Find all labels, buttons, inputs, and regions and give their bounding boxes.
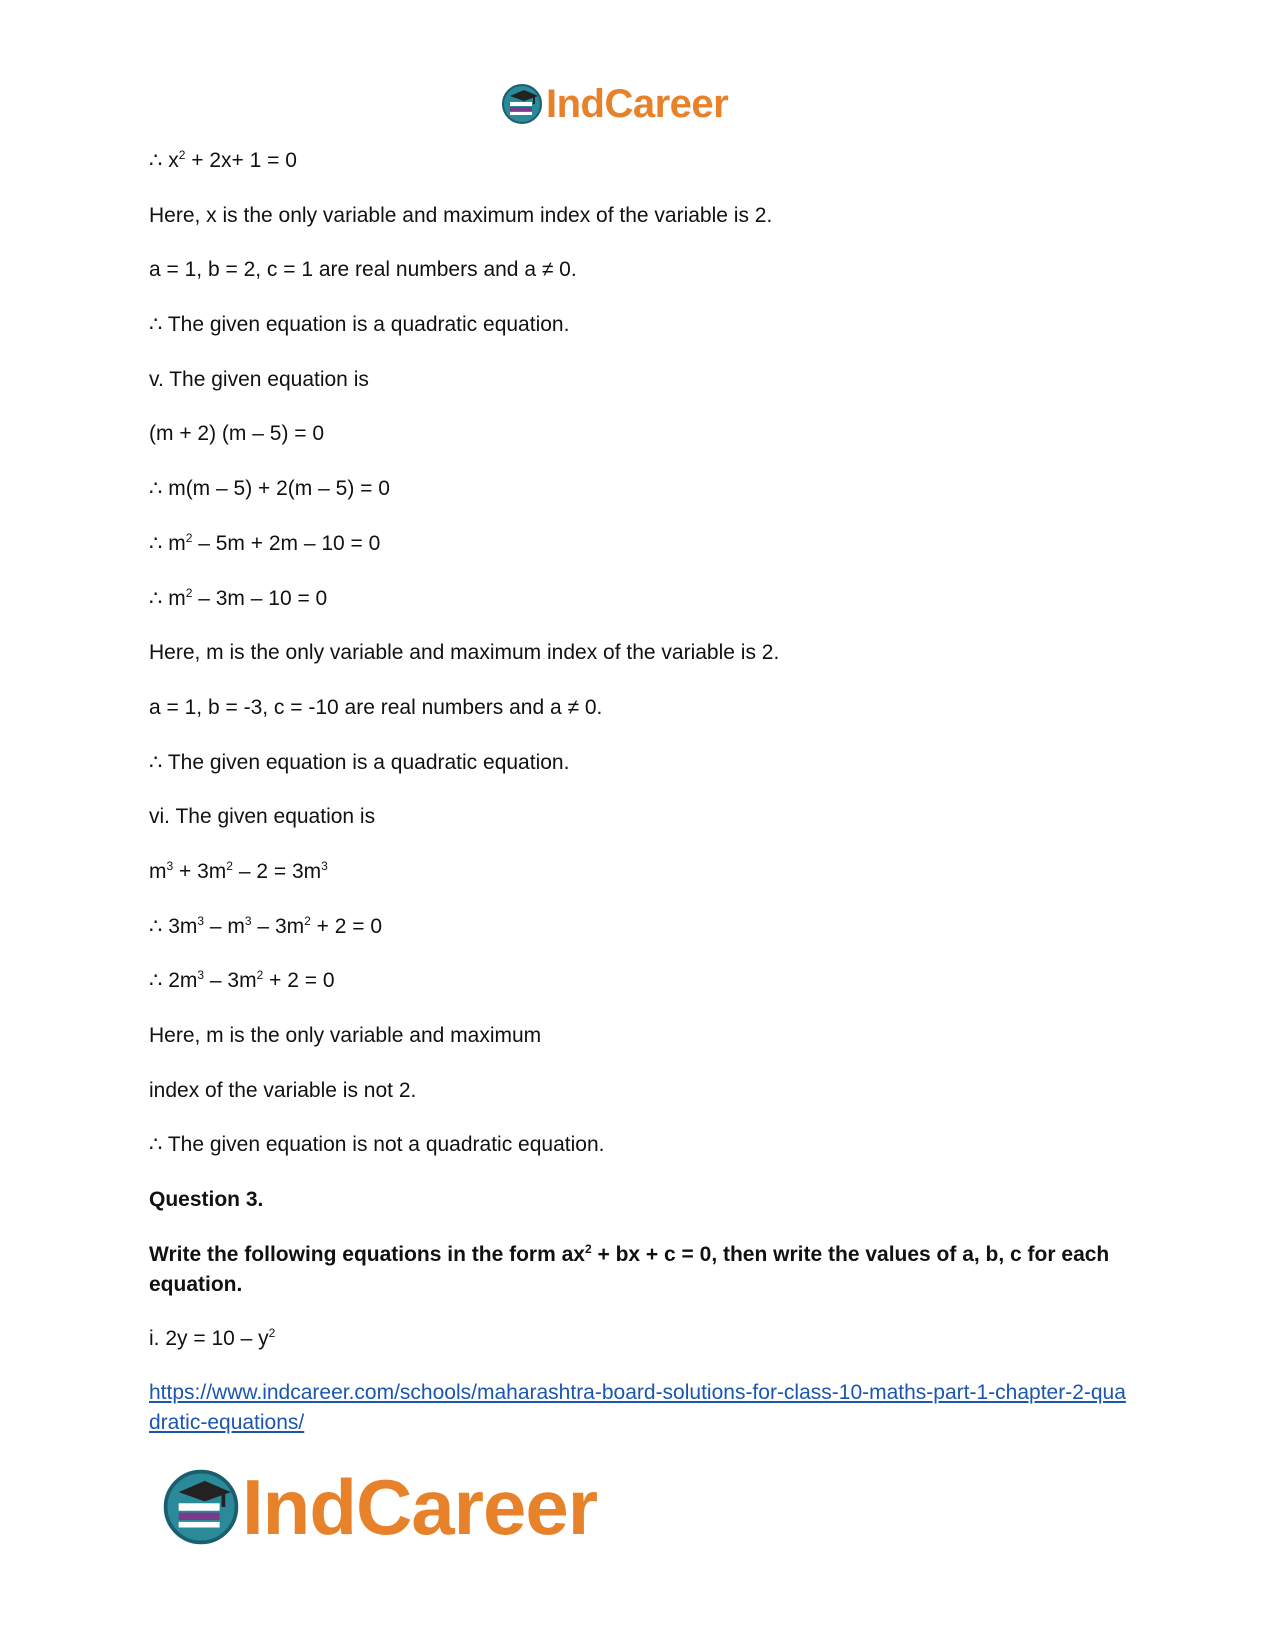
text-line: Here, m is the only variable and maximum index of the variable is 2. bbox=[149, 641, 780, 665]
book-globe-icon bbox=[160, 1466, 242, 1548]
conclusion-line: ∴ The given equation is not a quadratic equation. bbox=[149, 1133, 605, 1157]
text-line: index of the variable is not 2. bbox=[149, 1078, 417, 1102]
text-line: a = 1, b = -3, c = -10 are real numbers and a ≠ 0. bbox=[149, 695, 603, 719]
brand-name: IndCareer bbox=[546, 81, 729, 126]
equation-line: ∴ m(m – 5) + 2(m – 5) = 0 bbox=[149, 477, 390, 501]
footer-logo bbox=[160, 1462, 597, 1552]
equation-line: ∴ $m^2 - 5m + 2m - 10 = 0$ bbox=[149, 530, 381, 555]
question-prompt: Write the following equations in the form $ax^2$ + bx + c = 0, then write the values of a, b, c for each equation. bbox=[149, 1241, 1110, 1296]
equation-line: ∴ $m^2 - 3m - 10 = 0$ bbox=[149, 585, 328, 610]
text-line: Here, m is the only variable and maximum bbox=[149, 1024, 542, 1047]
conclusion-line: ∴ The given equation is a quadratic equation. bbox=[149, 750, 570, 774]
text-line: v. The given equation is bbox=[149, 367, 369, 391]
book-globe-icon bbox=[500, 82, 544, 126]
header-logo bbox=[500, 78, 728, 130]
text-line: Here, x is the only variable and maximum index of the variable is 2. bbox=[149, 203, 773, 227]
question-item: i. $2y = 10 - y^2$ bbox=[149, 1325, 276, 1350]
brand-name: IndCareer bbox=[242, 1462, 598, 1551]
page-content bbox=[149, 146, 1134, 1438]
question-heading: Question 3. bbox=[149, 1188, 264, 1212]
source-link[interactable]: https://www.indcareer.com/schools/maharashtra-board-solutions-for-class-10-maths-part-1-chapter-2-quadratic-equations/ bbox=[149, 1381, 1126, 1435]
equation-line: ∴ $3m^3 - m^3 - 3m^2 + 2 = 0$ bbox=[149, 913, 383, 938]
equation-line: ∴ $2m^3 - 3m^2 + 2 = 0$ bbox=[149, 968, 335, 993]
text-line: a = 1, b = 2, c = 1 are real numbers and a ≠ 0. bbox=[149, 258, 577, 282]
text-line: vi. The given equation is bbox=[149, 805, 376, 829]
equation-line: $m^3 + 3m^2 - 2 = 3m^3$ bbox=[149, 858, 328, 883]
equation-line: (m + 2) (m – 5) = 0 bbox=[149, 422, 325, 446]
conclusion-line: ∴ The given equation is a quadratic equation. bbox=[149, 313, 570, 337]
equation-line: ∴ $x^2 + 2x+ 1 = 0$ bbox=[149, 148, 297, 172]
